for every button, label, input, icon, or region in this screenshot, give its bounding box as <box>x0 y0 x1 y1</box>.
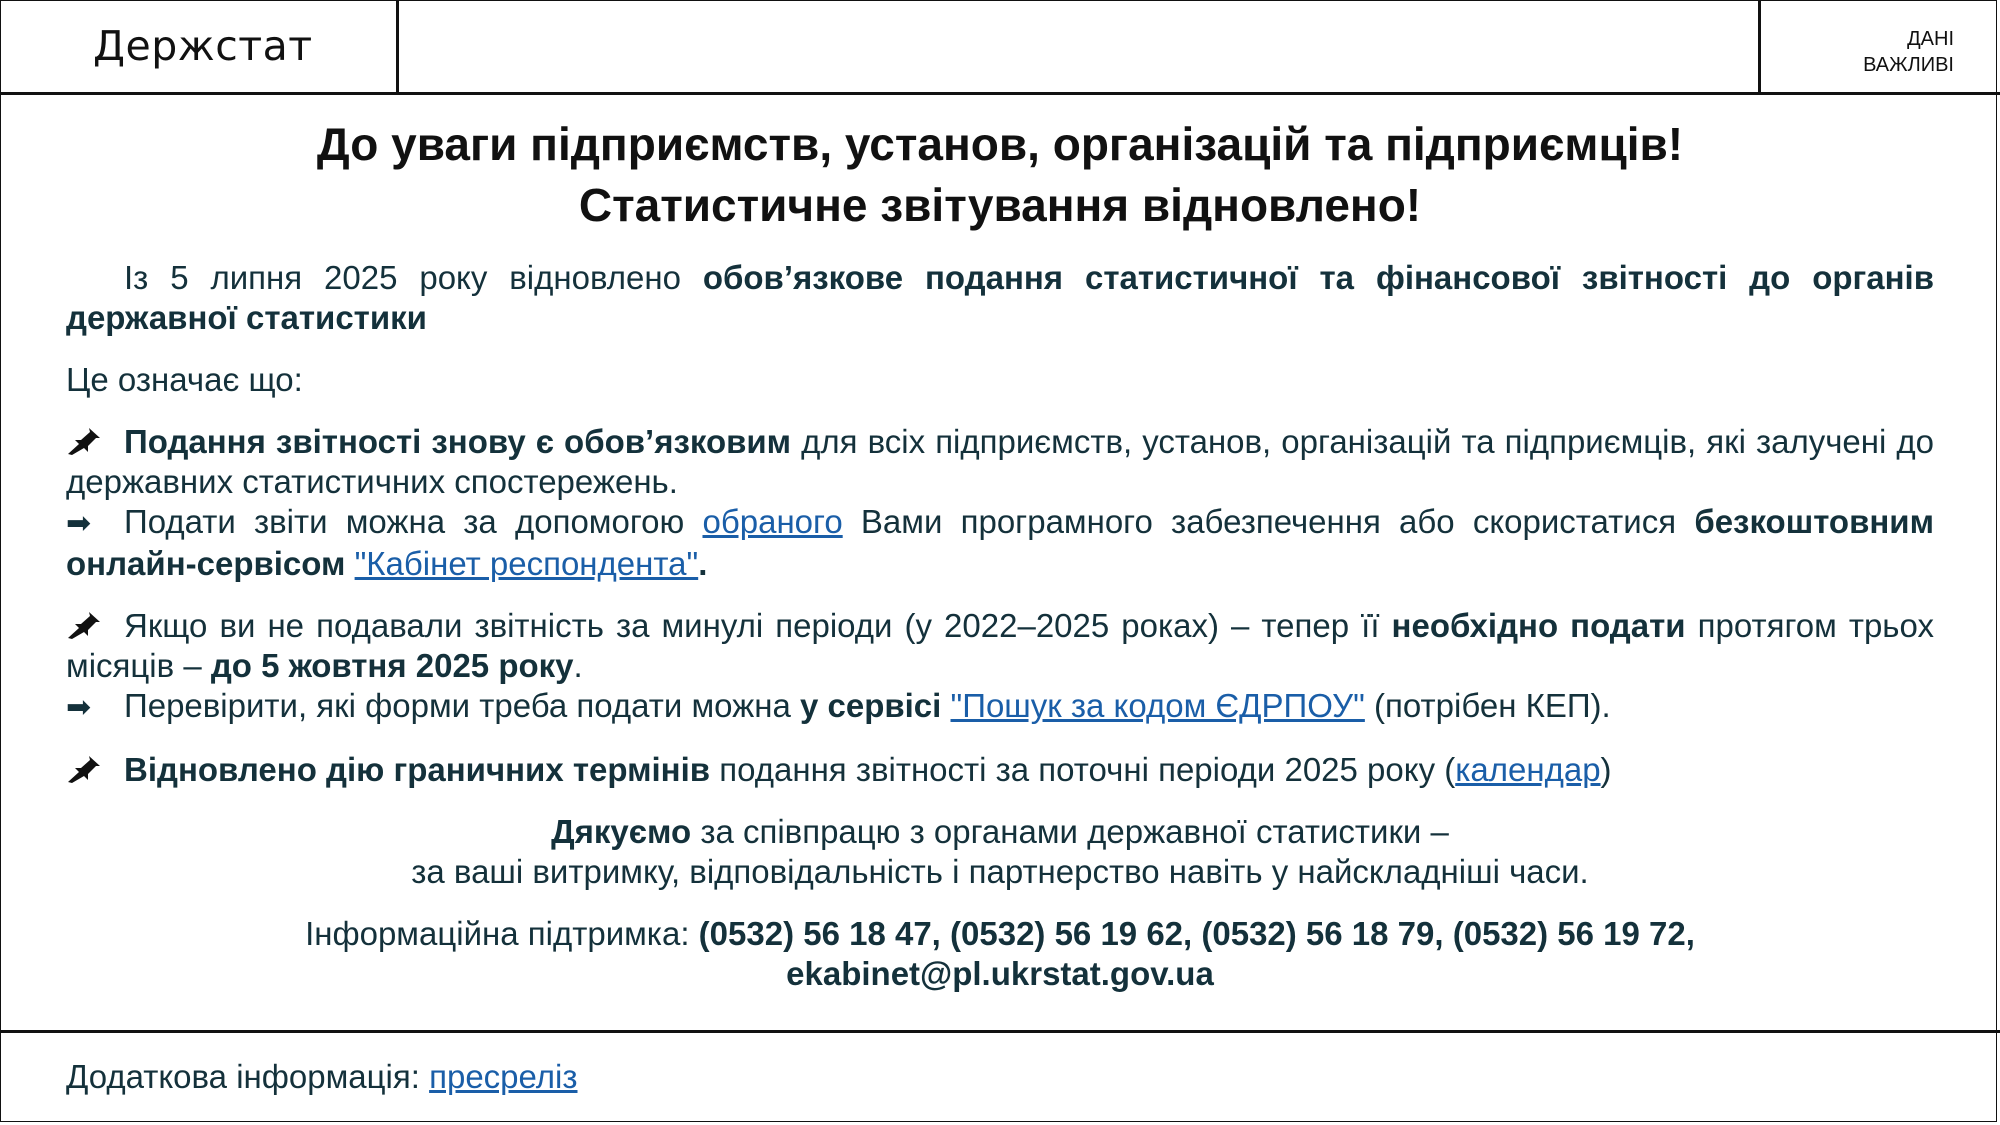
item1-arrow-end: . <box>698 545 708 582</box>
item3-end: ) <box>1600 751 1612 788</box>
pushpin-icon <box>66 612 102 640</box>
thanks-text1: за співпрацю з органами державної статистики – <box>691 813 1449 850</box>
right-arrow-icon: ➡ <box>66 507 92 540</box>
edrpou-search-link[interactable]: "Пошук за кодом ЄДРПОУ" <box>950 687 1365 724</box>
item3-paragraph <box>66 750 1934 790</box>
item2-arrow-text2: (потрібен КЕП). <box>1364 687 1611 724</box>
item2-arrow-paragraph <box>66 686 1934 728</box>
means-text: Це означає що: <box>66 361 303 398</box>
support-line-2 <box>66 954 1934 994</box>
item2-paragraph <box>66 606 1934 686</box>
right-arrow-icon: ➡ <box>66 691 92 724</box>
item1-arrow-bold: безкоштовним онлайн-сервісом <box>66 503 1934 582</box>
item1-text: для всіх підприємств, установ, організацій та підприємців, які залучені до державних статистичних спостережень. <box>66 423 1934 500</box>
support-line-1 <box>66 914 1934 954</box>
header-separator-right <box>1758 0 1761 94</box>
thanks-line-1 <box>66 812 1934 852</box>
support-label: Інформаційна підтримка: <box>305 915 699 952</box>
item1-arrow-text2: Вами програмного забезпечення або скористатися <box>842 503 1695 540</box>
pushpin-icon <box>66 428 102 456</box>
header-divider <box>0 92 2000 95</box>
footer-label: Додаткова інформація: <box>66 1058 430 1095</box>
respondent-cabinet-link[interactable]: "Кабінет респондента" <box>354 545 699 582</box>
press-release-link[interactable]: пресреліз <box>429 1058 578 1095</box>
calendar-link[interactable]: календар <box>1455 751 1601 788</box>
item2-text3: . <box>573 647 583 684</box>
item2-bold1: необхідно подати <box>1391 607 1686 644</box>
item1-arrow-text1: Подати звіти можна за допомогою <box>124 503 703 540</box>
item1-arrow-paragraph <box>66 502 1934 584</box>
header-separator-left <box>396 0 399 94</box>
footer-info <box>66 1058 578 1096</box>
chosen-software-link[interactable]: обраного <box>702 503 843 540</box>
badge-line-2: ВАЖЛИВІ <box>1863 54 1954 76</box>
thanks-bold: Дякуємо <box>551 813 692 850</box>
pushpin-icon <box>66 756 102 784</box>
support-phones: (0532) 56 18 47, (0532) 56 19 62, (0532) 56 18 79, (0532) 56 19 72, <box>698 915 1695 952</box>
title-line-2: Статистичне звітування відновлено! <box>578 179 1422 231</box>
badge-line-1: ДАНІ <box>1907 28 1954 50</box>
title-line-1: До уваги підприємств, установ, організацій та підприємців! <box>316 118 1684 170</box>
thanks-line-2: за ваші витримку, відповідальність і партнерство навіть у найскладніші часи. <box>411 853 1589 890</box>
derzhstat-logo[interactable]: Держстат <box>93 22 313 70</box>
intro-paragraph <box>66 258 1934 338</box>
intro-bold: обов’язкове подання статистичної та фінансової звітності до органів державної статистики <box>66 259 1934 336</box>
support-email[interactable]: ekabinet@pl.ukrstat.gov.ua <box>786 955 1214 992</box>
item2-arrow-bold: у сервісі <box>799 687 942 724</box>
important-data-badge <box>1863 26 1954 78</box>
item1-paragraph <box>66 422 1934 502</box>
intro-text: Із 5 липня 2025 року відновлено <box>124 259 703 296</box>
announcement-body <box>66 258 1934 994</box>
footer-divider <box>0 1030 2000 1033</box>
item2-bold2: до 5 жовтня 2025 року <box>210 647 574 684</box>
item3-bold: Відновлено дію граничних термінів <box>124 751 711 788</box>
item2-text1: Якщо ви не подавали звітність за минулі періоди (у 2022–2025 роках) – тепер її <box>124 607 1392 644</box>
item2-text2: протягом трьох місяців – <box>66 607 1934 684</box>
item2-arrow-text1: Перевірити, які форми треба подати можна <box>124 687 800 724</box>
page-title <box>0 114 2000 236</box>
item3-text: подання звітності за поточні періоди 2025 року ( <box>710 751 1456 788</box>
item1-bold: Подання звітності знову є обов’язковим <box>124 423 792 460</box>
